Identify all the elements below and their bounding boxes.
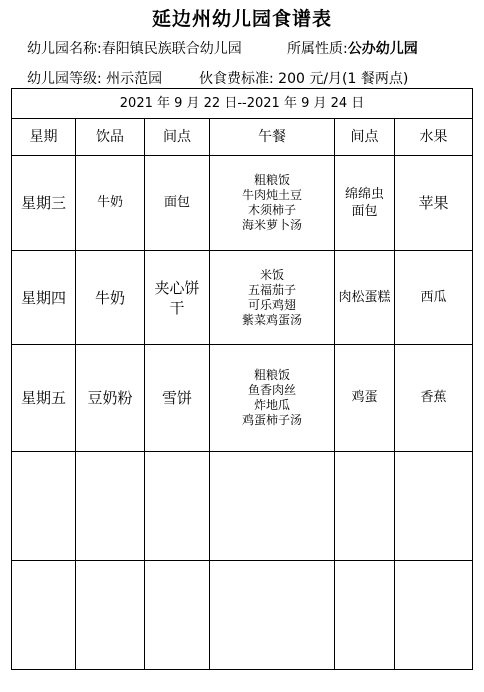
snack2-cell: 绵绵虫面包 bbox=[335, 156, 395, 251]
header-snack-1: 间点 bbox=[145, 119, 210, 156]
fruit-cell: 西瓜 bbox=[395, 251, 473, 345]
kindergarten-grade bbox=[27, 68, 162, 88]
snack1-cell: 夹心饼干 bbox=[145, 251, 210, 345]
header-drink: 饮品 bbox=[76, 119, 145, 156]
header-snack-2: 间点 bbox=[335, 119, 395, 156]
lunch-cell bbox=[210, 345, 335, 452]
lunch-item: 五福茄子 bbox=[247, 282, 296, 297]
empty-cell bbox=[145, 561, 210, 670]
lunch-cell bbox=[210, 251, 335, 345]
nature-value: 公办幼儿园 bbox=[347, 41, 418, 57]
empty-cell bbox=[335, 561, 395, 670]
header-fruit: 水果 bbox=[395, 119, 473, 156]
header-day: 星期 bbox=[12, 119, 76, 156]
lunch-item: 鱼香肉丝 bbox=[247, 383, 296, 397]
day-cell: 星期五 bbox=[12, 345, 76, 452]
empty-cell bbox=[12, 561, 76, 670]
fruit-cell: 香蕉 bbox=[395, 345, 473, 452]
lunch-item: 可乐鸡翅 bbox=[247, 297, 296, 312]
drink-cell: 豆奶粉 bbox=[76, 345, 145, 452]
date-row bbox=[12, 89, 473, 119]
kindergarten-name bbox=[27, 38, 242, 58]
empty-cell bbox=[210, 561, 335, 670]
day-cell: 星期四 bbox=[12, 251, 76, 345]
page-title: 延边州幼儿园食谱表 bbox=[151, 8, 332, 30]
lunch-item: 紫菜鸡蛋汤 bbox=[241, 312, 302, 327]
table-row bbox=[12, 345, 473, 452]
lunch-item: 粗粮饭 bbox=[253, 368, 290, 382]
nature-label: 所属性质: bbox=[287, 41, 348, 57]
fruit-cell: 苹果 bbox=[395, 156, 473, 251]
snack2-cell: 鸡蛋 bbox=[335, 345, 395, 452]
lunch-item: 牛肉炖土豆 bbox=[241, 188, 302, 202]
header-lunch: 午餐 bbox=[210, 119, 335, 156]
meal-fee bbox=[199, 68, 408, 88]
snack1-cell: 雪饼 bbox=[145, 345, 210, 452]
empty-cell bbox=[12, 452, 76, 561]
fee-label: 伙食费标准: bbox=[199, 71, 279, 87]
grade-value: 州示范园 bbox=[106, 71, 163, 87]
fee-value: 200 元/月(1 餐两点) bbox=[278, 71, 409, 87]
empty-row bbox=[12, 561, 473, 670]
day-cell: 星期三 bbox=[12, 156, 76, 251]
name-value: 春阳镇民族联合幼儿园 bbox=[101, 41, 242, 57]
lunch-item: 米饭 bbox=[259, 267, 284, 282]
empty-cell bbox=[335, 452, 395, 561]
empty-cell bbox=[395, 452, 473, 561]
snack1-cell: 面包 bbox=[145, 156, 210, 251]
table-row bbox=[12, 156, 473, 251]
menu-table bbox=[11, 88, 473, 670]
empty-cell bbox=[76, 561, 145, 670]
name-label: 幼儿园名称: bbox=[27, 41, 102, 57]
kindergarten-nature bbox=[287, 38, 418, 58]
lunch-item: 木须柿子 bbox=[247, 203, 296, 217]
snack2-cell: 肉松蛋糕 bbox=[335, 251, 395, 345]
drink-cell: 牛奶 bbox=[76, 251, 145, 345]
lunch-item: 粗粮饭 bbox=[253, 173, 290, 187]
drink-cell: 牛奶 bbox=[76, 156, 145, 251]
date-range: 2021 年 9 月 22 日--2021 年 9 月 24 日 bbox=[12, 89, 473, 119]
empty-cell bbox=[395, 561, 473, 670]
lunch-item: 海米萝卜汤 bbox=[241, 218, 302, 232]
header-row bbox=[12, 119, 473, 156]
lunch-cell bbox=[210, 156, 335, 251]
empty-row bbox=[12, 452, 473, 561]
empty-cell bbox=[76, 452, 145, 561]
empty-cell bbox=[145, 452, 210, 561]
grade-label: 幼儿园等级: bbox=[27, 71, 107, 87]
lunch-item: 炸地瓜 bbox=[253, 398, 290, 412]
empty-cell bbox=[210, 452, 335, 561]
lunch-item: 鸡蛋柿子汤 bbox=[241, 413, 302, 427]
table-row bbox=[12, 251, 473, 345]
